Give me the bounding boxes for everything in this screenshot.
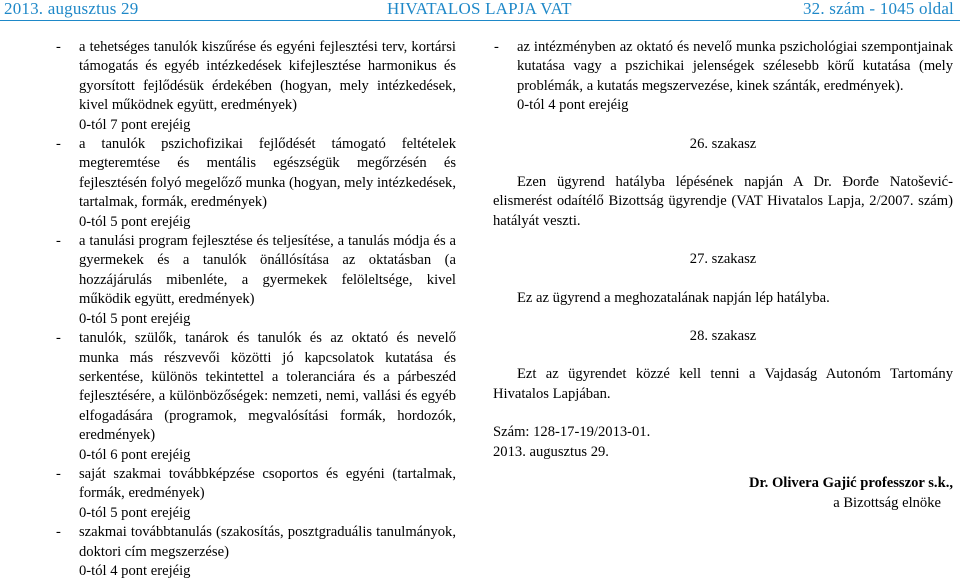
- signatory-role: a Bizottság elnöke: [833, 494, 941, 511]
- right-column: [493, 38, 953, 513]
- list-item-text: saját szakmai továbbképzése csoportos és egyéni (tartalmak, formák, eredmények): [79, 465, 456, 502]
- left-column: [55, 38, 456, 581]
- points-range: 0-tól 7 pont erejéig: [79, 116, 191, 133]
- list-item-text: a tanulási program fejlesztése és teljesítése, a tanulás módja és a gyermekek és a tanulók önállósítása az oktatásban (a hozzájárulás mibenléte, a gyermekek felöleltsége, kivel működik együtt, eredmények): [79, 233, 456, 308]
- points-range: 0-tól 6 pont erejéig: [79, 446, 191, 463]
- list-item-text: tanulók, szülők, tanárok és tanulók és az oktató és nevelő munka más részvevői közötti jó kapcsolatok kutatása és serkentése, különös tekintettel a toleranciára és a párbeszéd fejlesztésére, a különbözőségek: nemzeti, nemi, vallási és egyéb elfogadására (programok, megvalósítási formák, hordozók, eredmények): [79, 330, 456, 444]
- points-range: 0-tól 4 pont erejéig: [79, 562, 191, 579]
- list-dash: -: [56, 136, 61, 153]
- list-dash: -: [56, 39, 61, 55]
- list-dash: -: [56, 524, 61, 541]
- section-28-heading: 28. szakasz: [689, 328, 757, 345]
- section-28-text: Ezt az ügyrendet közzé kell tenni a Vajdaság Autonóm Tartomány Hivatalos Lapjában.: [493, 366, 953, 402]
- list-item-text: a tehetséges tanulók kiszűrése és egyéni fejlesztési terv, kortársi támogatás és egyéb intézkedések kifejlesztése harmonikus és gyorsított fejlődésük érdekében (hogyan, mely intézkedések, kivel működnek együtt, eredmények): [79, 39, 456, 114]
- list-item: [55, 329, 456, 445]
- list-item-text: a tanulók pszichofizikai fejlődését támogató feltételek megteremtése és mentális egészségük megőrzésén és fejlesztésén folyó megelőző munka (hogyan, mely intézkedések, tartalmak, formák, eredmények): [79, 136, 456, 211]
- list-item: [55, 135, 456, 213]
- list-dash: -: [56, 330, 61, 347]
- page-header: [0, 0, 960, 21]
- section-27-text: Ez az ügyrend a meghozatalának napján lép hatályba.: [517, 289, 830, 306]
- list-item: [55, 523, 456, 562]
- document-date: 2013. augusztus 29.: [493, 443, 609, 460]
- list-item-text: az intézményben az oktató és nevelő munka pszichológiai szempontjainak kutatása vagy a pszichikai jelenségek szélesebb körű kutatása (mely problémák, a kutatás megszervezése, kinek szánták, eredmények).: [517, 39, 953, 94]
- section-26-heading: 26. szakasz: [689, 135, 757, 152]
- list-item: [55, 465, 456, 504]
- points-range: 0-tól 5 pont erejéig: [79, 504, 191, 521]
- list-item: [55, 232, 456, 310]
- list-item-text: szakmai továbbtanulás (szakosítás, posztgraduális tanulmányok, doktori cím megszerzése): [79, 524, 456, 560]
- header-date: 2013. augusztus 29: [4, 0, 139, 18]
- points-range: 0-tól 4 pont erejéig: [517, 97, 629, 114]
- section-27-heading: 27. szakasz: [689, 251, 757, 268]
- list-dash: -: [494, 39, 499, 55]
- signatory-name: Dr. Olivera Gajić professzor s.k.,: [748, 475, 953, 492]
- document-number: Szám: 128-17-19/2013-01.: [493, 424, 651, 441]
- list-item: [493, 38, 953, 96]
- header-page-info: 32. szám - 1045 oldal: [802, 0, 954, 18]
- list-dash: -: [56, 233, 61, 250]
- section-26-text: Ezen ügyrend hatályba lépésének napján A Dr. Đorđe Natošević-elismerést odaítélő Bizottság ügyrendje (VAT Hivatalos Lapja, 2/2007. szám) hatályát veszti.: [493, 174, 953, 229]
- points-range: 0-tól 5 pont erejéig: [79, 310, 191, 327]
- points-range: 0-tól 5 pont erejéig: [79, 213, 191, 230]
- list-dash: -: [56, 465, 61, 482]
- header-journal-title: HIVATALOS LAPJA VAT: [387, 0, 572, 18]
- list-item: [55, 38, 456, 116]
